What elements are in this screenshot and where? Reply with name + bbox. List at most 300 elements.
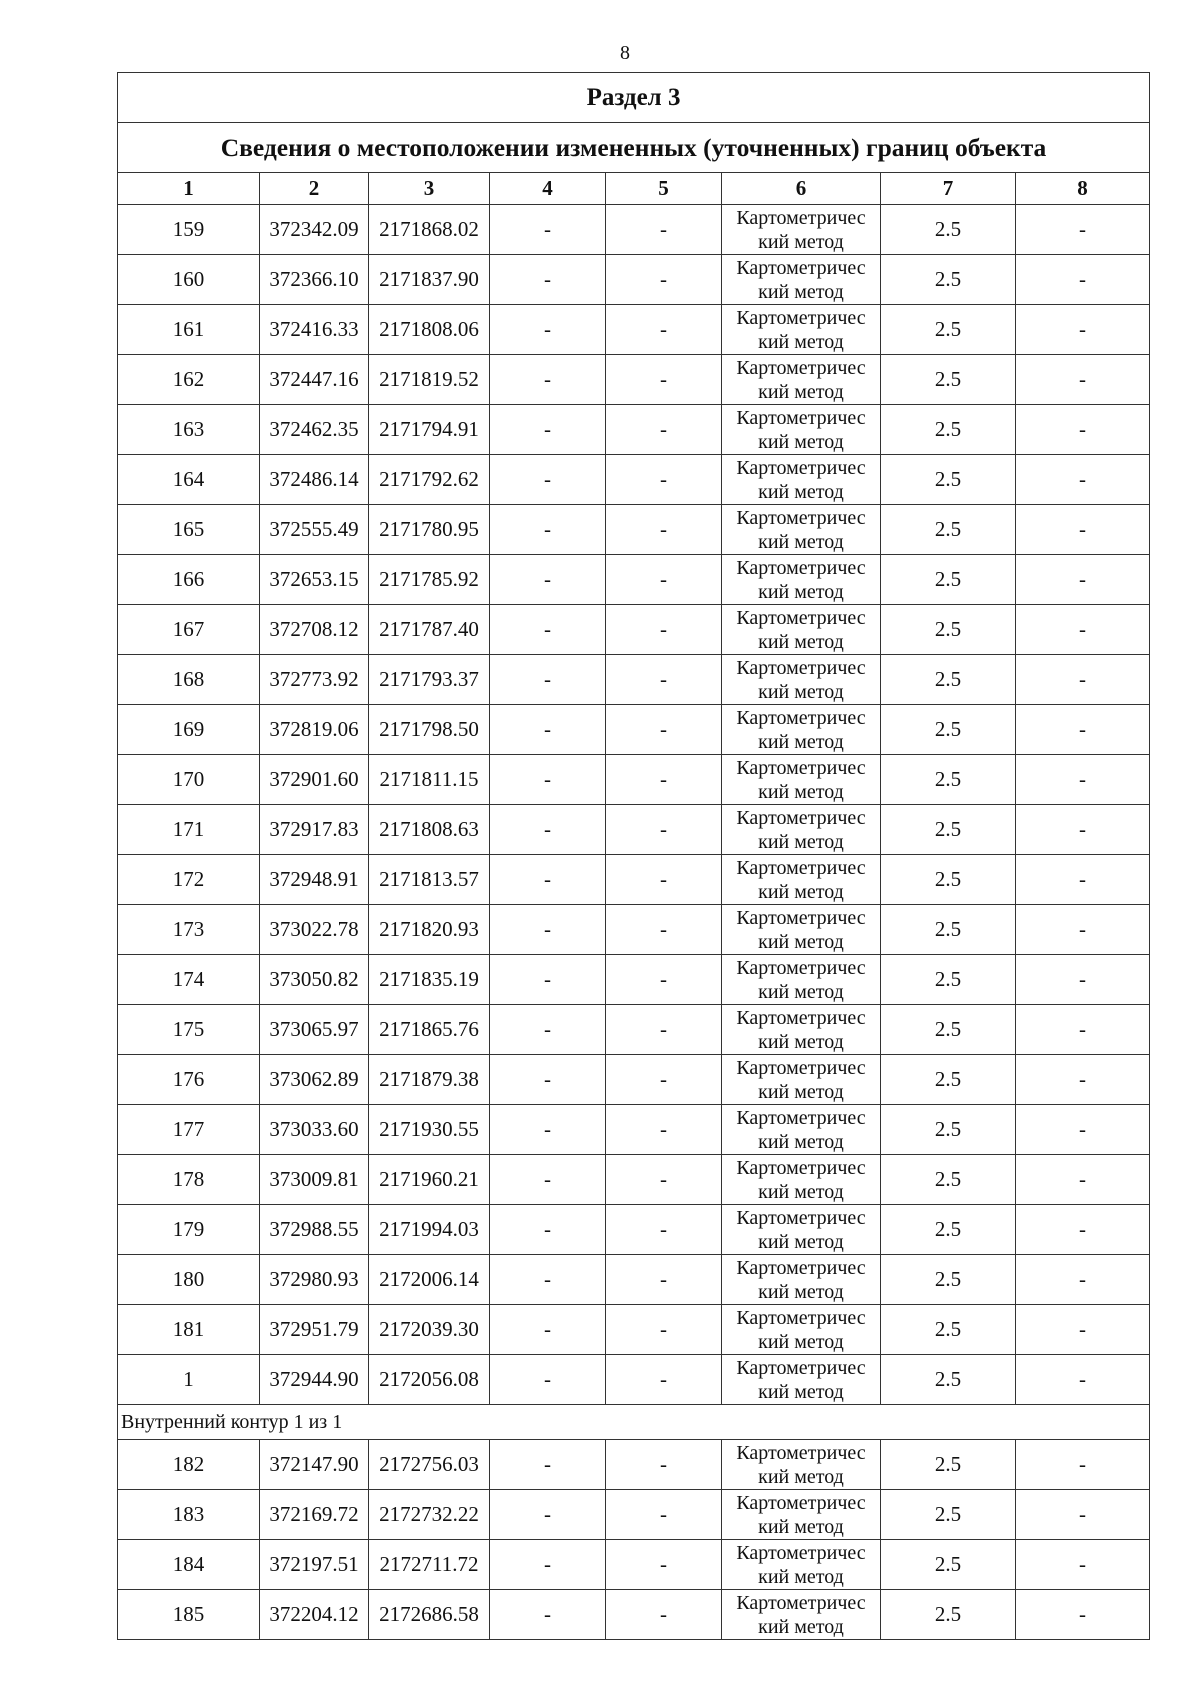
x-coordinate: 372951.79 bbox=[260, 1305, 369, 1355]
x-coordinate: 372555.49 bbox=[260, 505, 369, 555]
column-5-value: - bbox=[606, 205, 722, 255]
table-row bbox=[118, 1355, 1150, 1405]
column-5-value: - bbox=[606, 255, 722, 305]
table-row bbox=[118, 255, 1150, 305]
method-line-1: Картометричес bbox=[736, 1491, 866, 1514]
accuracy-value: 2.5 bbox=[881, 555, 1016, 605]
column-8-value: - bbox=[1016, 755, 1150, 805]
method-line-1: Картометричес bbox=[736, 906, 866, 929]
column-5-value: - bbox=[606, 1055, 722, 1105]
table-row bbox=[118, 1540, 1150, 1590]
section-heading: Раздел 3 bbox=[118, 73, 1150, 123]
method-line-1: Картометричес bbox=[736, 656, 866, 679]
column-number: 3 bbox=[369, 173, 490, 205]
column-8-value: - bbox=[1016, 955, 1150, 1005]
method-line-1: Картометричес bbox=[736, 706, 866, 729]
method-line-2: кий метод bbox=[758, 380, 844, 403]
x-coordinate: 372342.09 bbox=[260, 205, 369, 255]
column-5-value: - bbox=[606, 955, 722, 1005]
table-row bbox=[118, 305, 1150, 355]
method bbox=[722, 855, 881, 905]
point-number: 167 bbox=[118, 605, 260, 655]
method-line-2: кий метод bbox=[758, 280, 844, 303]
method-line-1: Картометричес bbox=[736, 1206, 866, 1229]
x-coordinate: 372366.10 bbox=[260, 255, 369, 305]
table-row bbox=[118, 805, 1150, 855]
y-coordinate: 2171868.02 bbox=[369, 205, 490, 255]
column-8-value: - bbox=[1016, 905, 1150, 955]
method bbox=[722, 955, 881, 1005]
method bbox=[722, 1105, 881, 1155]
accuracy-value: 2.5 bbox=[881, 705, 1016, 755]
column-5-value: - bbox=[606, 905, 722, 955]
column-8-value: - bbox=[1016, 705, 1150, 755]
point-number: 178 bbox=[118, 1155, 260, 1205]
point-number: 1 bbox=[118, 1355, 260, 1405]
column-5-value: - bbox=[606, 1355, 722, 1405]
column-4-value: - bbox=[490, 255, 606, 305]
method-line-2: кий метод bbox=[758, 1330, 844, 1353]
accuracy-value: 2.5 bbox=[881, 1055, 1016, 1105]
accuracy-value: 2.5 bbox=[881, 605, 1016, 655]
y-coordinate: 2171794.91 bbox=[369, 405, 490, 455]
column-5-value: - bbox=[606, 1255, 722, 1305]
y-coordinate: 2172686.58 bbox=[369, 1590, 490, 1640]
x-coordinate: 372416.33 bbox=[260, 305, 369, 355]
column-5-value: - bbox=[606, 455, 722, 505]
column-5-value: - bbox=[606, 855, 722, 905]
method-line-1: Картометричес bbox=[736, 1006, 866, 1029]
table-row bbox=[118, 505, 1150, 555]
column-5-value: - bbox=[606, 655, 722, 705]
method-line-2: кий метод bbox=[758, 1465, 844, 1488]
column-4-value: - bbox=[490, 955, 606, 1005]
column-8-value: - bbox=[1016, 455, 1150, 505]
table-row bbox=[118, 605, 1150, 655]
table-row bbox=[118, 1255, 1150, 1305]
point-number: 173 bbox=[118, 905, 260, 955]
column-4-value: - bbox=[490, 505, 606, 555]
y-coordinate: 2171792.62 bbox=[369, 455, 490, 505]
point-number: 183 bbox=[118, 1490, 260, 1540]
column-number: 4 bbox=[490, 173, 606, 205]
column-4-value: - bbox=[490, 1205, 606, 1255]
accuracy-value: 2.5 bbox=[881, 255, 1016, 305]
table-row bbox=[118, 705, 1150, 755]
y-coordinate: 2172039.30 bbox=[369, 1305, 490, 1355]
method bbox=[722, 705, 881, 755]
column-5-value: - bbox=[606, 605, 722, 655]
point-number: 161 bbox=[118, 305, 260, 355]
point-number: 164 bbox=[118, 455, 260, 505]
point-number: 159 bbox=[118, 205, 260, 255]
y-coordinate: 2171837.90 bbox=[369, 255, 490, 305]
column-8-value: - bbox=[1016, 1105, 1150, 1155]
method-line-2: кий метод bbox=[758, 730, 844, 753]
x-coordinate: 372948.91 bbox=[260, 855, 369, 905]
table-row bbox=[118, 655, 1150, 705]
column-number-row bbox=[118, 173, 1150, 205]
point-number: 175 bbox=[118, 1005, 260, 1055]
column-8-value: - bbox=[1016, 1055, 1150, 1105]
y-coordinate: 2171808.63 bbox=[369, 805, 490, 855]
point-number: 172 bbox=[118, 855, 260, 905]
table-row bbox=[118, 1490, 1150, 1540]
accuracy-value: 2.5 bbox=[881, 1255, 1016, 1305]
column-4-value: - bbox=[490, 1055, 606, 1105]
method-line-2: кий метод bbox=[758, 1030, 844, 1053]
column-5-value: - bbox=[606, 1005, 722, 1055]
column-4-value: - bbox=[490, 1490, 606, 1540]
y-coordinate: 2171793.37 bbox=[369, 655, 490, 705]
y-coordinate: 2171811.15 bbox=[369, 755, 490, 805]
method-line-1: Картометричес bbox=[736, 556, 866, 579]
method-line-1: Картометричес bbox=[736, 1356, 866, 1379]
column-number: 6 bbox=[722, 173, 881, 205]
y-coordinate: 2171820.93 bbox=[369, 905, 490, 955]
accuracy-value: 2.5 bbox=[881, 955, 1016, 1005]
column-8-value: - bbox=[1016, 355, 1150, 405]
method bbox=[722, 1305, 881, 1355]
method bbox=[722, 1205, 881, 1255]
method bbox=[722, 1490, 881, 1540]
method-line-1: Картометричес bbox=[736, 1306, 866, 1329]
table-row bbox=[118, 905, 1150, 955]
x-coordinate: 372653.15 bbox=[260, 555, 369, 605]
column-5-value: - bbox=[606, 1490, 722, 1540]
table-row bbox=[118, 755, 1150, 805]
y-coordinate: 2172732.22 bbox=[369, 1490, 490, 1540]
y-coordinate: 2171879.38 bbox=[369, 1055, 490, 1105]
accuracy-value: 2.5 bbox=[881, 1105, 1016, 1155]
column-8-value: - bbox=[1016, 205, 1150, 255]
method-line-2: кий метод bbox=[758, 1615, 844, 1638]
column-4-value: - bbox=[490, 1155, 606, 1205]
y-coordinate: 2171835.19 bbox=[369, 955, 490, 1005]
method-line-2: кий метод bbox=[758, 480, 844, 503]
y-coordinate: 2172756.03 bbox=[369, 1440, 490, 1490]
method bbox=[722, 1590, 881, 1640]
table-row bbox=[118, 1440, 1150, 1490]
y-coordinate: 2171785.92 bbox=[369, 555, 490, 605]
point-number: 169 bbox=[118, 705, 260, 755]
x-coordinate: 372980.93 bbox=[260, 1255, 369, 1305]
accuracy-value: 2.5 bbox=[881, 205, 1016, 255]
method bbox=[722, 1055, 881, 1105]
accuracy-value: 2.5 bbox=[881, 805, 1016, 855]
method-line-2: кий метод bbox=[758, 930, 844, 953]
method bbox=[722, 505, 881, 555]
method bbox=[722, 255, 881, 305]
accuracy-value: 2.5 bbox=[881, 1355, 1016, 1405]
x-coordinate: 372819.06 bbox=[260, 705, 369, 755]
x-coordinate: 372462.35 bbox=[260, 405, 369, 455]
point-number: 166 bbox=[118, 555, 260, 605]
accuracy-value: 2.5 bbox=[881, 855, 1016, 905]
table-row bbox=[118, 1590, 1150, 1640]
method-line-1: Картометричес bbox=[736, 1156, 866, 1179]
column-number: 5 bbox=[606, 173, 722, 205]
table-row bbox=[118, 1055, 1150, 1105]
column-5-value: - bbox=[606, 405, 722, 455]
method-line-1: Картометричес bbox=[736, 1541, 866, 1564]
y-coordinate: 2171780.95 bbox=[369, 505, 490, 555]
accuracy-value: 2.5 bbox=[881, 655, 1016, 705]
method bbox=[722, 1005, 881, 1055]
method bbox=[722, 405, 881, 455]
column-5-value: - bbox=[606, 1205, 722, 1255]
table-title: Сведения о местоположении измененных (уточненных) границ объекта bbox=[118, 123, 1150, 173]
column-8-value: - bbox=[1016, 255, 1150, 305]
y-coordinate: 2171813.57 bbox=[369, 855, 490, 905]
table-row bbox=[118, 955, 1150, 1005]
column-8-value: - bbox=[1016, 1255, 1150, 1305]
accuracy-value: 2.5 bbox=[881, 405, 1016, 455]
x-coordinate: 372447.16 bbox=[260, 355, 369, 405]
inner-contour-row bbox=[118, 1405, 1150, 1440]
point-number: 174 bbox=[118, 955, 260, 1005]
method-line-2: кий метод bbox=[758, 430, 844, 453]
accuracy-value: 2.5 bbox=[881, 1540, 1016, 1590]
point-number: 170 bbox=[118, 755, 260, 805]
point-number: 180 bbox=[118, 1255, 260, 1305]
table-row bbox=[118, 205, 1150, 255]
method-line-1: Картометричес bbox=[736, 306, 866, 329]
method-line-2: кий метод bbox=[758, 1080, 844, 1103]
x-coordinate: 372169.72 bbox=[260, 1490, 369, 1540]
method-line-1: Картометричес bbox=[736, 1441, 866, 1464]
method-line-2: кий метод bbox=[758, 1565, 844, 1588]
x-coordinate: 372486.14 bbox=[260, 455, 369, 505]
column-8-value: - bbox=[1016, 805, 1150, 855]
point-number: 162 bbox=[118, 355, 260, 405]
column-8-value: - bbox=[1016, 1005, 1150, 1055]
column-5-value: - bbox=[606, 1440, 722, 1490]
method-line-2: кий метод bbox=[758, 330, 844, 353]
method-line-1: Картометричес bbox=[736, 456, 866, 479]
method bbox=[722, 805, 881, 855]
y-coordinate: 2171808.06 bbox=[369, 305, 490, 355]
column-number: 1 bbox=[118, 173, 260, 205]
column-5-value: - bbox=[606, 505, 722, 555]
method bbox=[722, 1540, 881, 1590]
method-line-2: кий метод bbox=[758, 1130, 844, 1153]
x-coordinate: 373050.82 bbox=[260, 955, 369, 1005]
x-coordinate: 372773.92 bbox=[260, 655, 369, 705]
y-coordinate: 2172006.14 bbox=[369, 1255, 490, 1305]
method-line-1: Картометричес bbox=[736, 406, 866, 429]
method bbox=[722, 1440, 881, 1490]
method bbox=[722, 905, 881, 955]
x-coordinate: 372147.90 bbox=[260, 1440, 369, 1490]
method bbox=[722, 1155, 881, 1205]
column-4-value: - bbox=[490, 205, 606, 255]
method bbox=[722, 605, 881, 655]
column-5-value: - bbox=[606, 1155, 722, 1205]
accuracy-value: 2.5 bbox=[881, 505, 1016, 555]
accuracy-value: 2.5 bbox=[881, 1155, 1016, 1205]
method-line-1: Картометричес bbox=[736, 506, 866, 529]
column-8-value: - bbox=[1016, 1540, 1150, 1590]
column-4-value: - bbox=[490, 1305, 606, 1355]
method-line-2: кий метод bbox=[758, 530, 844, 553]
x-coordinate: 372901.60 bbox=[260, 755, 369, 805]
method bbox=[722, 1355, 881, 1405]
point-number: 184 bbox=[118, 1540, 260, 1590]
method bbox=[722, 555, 881, 605]
column-8-value: - bbox=[1016, 1305, 1150, 1355]
column-5-value: - bbox=[606, 1305, 722, 1355]
column-8-value: - bbox=[1016, 505, 1150, 555]
method bbox=[722, 455, 881, 505]
column-number: 8 bbox=[1016, 173, 1150, 205]
x-coordinate: 372197.51 bbox=[260, 1540, 369, 1590]
x-coordinate: 373065.97 bbox=[260, 1005, 369, 1055]
y-coordinate: 2171865.76 bbox=[369, 1005, 490, 1055]
point-number: 182 bbox=[118, 1440, 260, 1490]
column-8-value: - bbox=[1016, 1490, 1150, 1540]
accuracy-value: 2.5 bbox=[881, 755, 1016, 805]
method-line-1: Картометричес bbox=[736, 606, 866, 629]
column-5-value: - bbox=[606, 805, 722, 855]
column-8-value: - bbox=[1016, 1355, 1150, 1405]
method-line-2: кий метод bbox=[758, 680, 844, 703]
method bbox=[722, 655, 881, 705]
method-line-1: Картометричес bbox=[736, 1106, 866, 1129]
method bbox=[722, 205, 881, 255]
method-line-1: Картометричес bbox=[736, 256, 866, 279]
inner-contour-label: Внутренний контур 1 из 1 bbox=[118, 1405, 1150, 1440]
column-4-value: - bbox=[490, 755, 606, 805]
column-4-value: - bbox=[490, 1005, 606, 1055]
point-number: 168 bbox=[118, 655, 260, 705]
accuracy-value: 2.5 bbox=[881, 1205, 1016, 1255]
y-coordinate: 2171994.03 bbox=[369, 1205, 490, 1255]
x-coordinate: 372988.55 bbox=[260, 1205, 369, 1255]
x-coordinate: 372944.90 bbox=[260, 1355, 369, 1405]
method-line-1: Картометричес bbox=[736, 806, 866, 829]
column-8-value: - bbox=[1016, 1590, 1150, 1640]
table-row bbox=[118, 455, 1150, 505]
column-8-value: - bbox=[1016, 1205, 1150, 1255]
x-coordinate: 373022.78 bbox=[260, 905, 369, 955]
method-line-2: кий метод bbox=[758, 1280, 844, 1303]
table-row bbox=[118, 855, 1150, 905]
point-number: 181 bbox=[118, 1305, 260, 1355]
column-4-value: - bbox=[490, 355, 606, 405]
column-4-value: - bbox=[490, 1355, 606, 1405]
point-number: 160 bbox=[118, 255, 260, 305]
y-coordinate: 2171819.52 bbox=[369, 355, 490, 405]
method-line-2: кий метод bbox=[758, 1230, 844, 1253]
method-line-1: Картометричес bbox=[736, 206, 866, 229]
method-line-1: Картометричес bbox=[736, 856, 866, 879]
point-number: 185 bbox=[118, 1590, 260, 1640]
method bbox=[722, 305, 881, 355]
boundary-table bbox=[117, 72, 1150, 1640]
column-number: 2 bbox=[260, 173, 369, 205]
method-line-1: Картометричес bbox=[736, 356, 866, 379]
column-4-value: - bbox=[490, 805, 606, 855]
method-line-1: Картометричес bbox=[736, 956, 866, 979]
column-5-value: - bbox=[606, 355, 722, 405]
table-row bbox=[118, 355, 1150, 405]
method bbox=[722, 755, 881, 805]
column-8-value: - bbox=[1016, 555, 1150, 605]
method-line-1: Картометричес bbox=[736, 1256, 866, 1279]
accuracy-value: 2.5 bbox=[881, 305, 1016, 355]
accuracy-value: 2.5 bbox=[881, 355, 1016, 405]
x-coordinate: 373009.81 bbox=[260, 1155, 369, 1205]
method bbox=[722, 1255, 881, 1305]
column-4-value: - bbox=[490, 455, 606, 505]
column-8-value: - bbox=[1016, 655, 1150, 705]
x-coordinate: 372204.12 bbox=[260, 1590, 369, 1640]
column-5-value: - bbox=[606, 305, 722, 355]
y-coordinate: 2172711.72 bbox=[369, 1540, 490, 1590]
accuracy-value: 2.5 bbox=[881, 1590, 1016, 1640]
column-4-value: - bbox=[490, 1255, 606, 1305]
point-number: 176 bbox=[118, 1055, 260, 1105]
column-5-value: - bbox=[606, 555, 722, 605]
column-8-value: - bbox=[1016, 305, 1150, 355]
y-coordinate: 2171787.40 bbox=[369, 605, 490, 655]
column-4-value: - bbox=[490, 1590, 606, 1640]
column-4-value: - bbox=[490, 555, 606, 605]
column-5-value: - bbox=[606, 755, 722, 805]
accuracy-value: 2.5 bbox=[881, 455, 1016, 505]
column-4-value: - bbox=[490, 905, 606, 955]
x-coordinate: 372708.12 bbox=[260, 605, 369, 655]
point-number: 177 bbox=[118, 1105, 260, 1155]
accuracy-value: 2.5 bbox=[881, 1490, 1016, 1540]
method-line-2: кий метод bbox=[758, 580, 844, 603]
accuracy-value: 2.5 bbox=[881, 905, 1016, 955]
method-line-2: кий метод bbox=[758, 980, 844, 1003]
x-coordinate: 372917.83 bbox=[260, 805, 369, 855]
y-coordinate: 2171798.50 bbox=[369, 705, 490, 755]
table-row bbox=[118, 1155, 1150, 1205]
column-4-value: - bbox=[490, 655, 606, 705]
method-line-2: кий метод bbox=[758, 1380, 844, 1403]
method bbox=[722, 355, 881, 405]
column-4-value: - bbox=[490, 605, 606, 655]
column-8-value: - bbox=[1016, 405, 1150, 455]
method-line-2: кий метод bbox=[758, 830, 844, 853]
method-line-2: кий метод bbox=[758, 230, 844, 253]
column-number: 7 bbox=[881, 173, 1016, 205]
method-line-2: кий метод bbox=[758, 1515, 844, 1538]
column-8-value: - bbox=[1016, 1155, 1150, 1205]
column-8-value: - bbox=[1016, 1440, 1150, 1490]
column-8-value: - bbox=[1016, 605, 1150, 655]
column-4-value: - bbox=[490, 405, 606, 455]
column-5-value: - bbox=[606, 1540, 722, 1590]
method-line-1: Картометричес bbox=[736, 756, 866, 779]
page-number: 8 bbox=[620, 42, 630, 64]
point-number: 165 bbox=[118, 505, 260, 555]
point-number: 171 bbox=[118, 805, 260, 855]
y-coordinate: 2171930.55 bbox=[369, 1105, 490, 1155]
column-5-value: - bbox=[606, 1590, 722, 1640]
method-line-2: кий метод bbox=[758, 780, 844, 803]
method-line-1: Картометричес bbox=[736, 1591, 866, 1614]
table-row bbox=[118, 1105, 1150, 1155]
table-row bbox=[118, 1005, 1150, 1055]
point-number: 179 bbox=[118, 1205, 260, 1255]
x-coordinate: 373062.89 bbox=[260, 1055, 369, 1105]
column-4-value: - bbox=[490, 1440, 606, 1490]
